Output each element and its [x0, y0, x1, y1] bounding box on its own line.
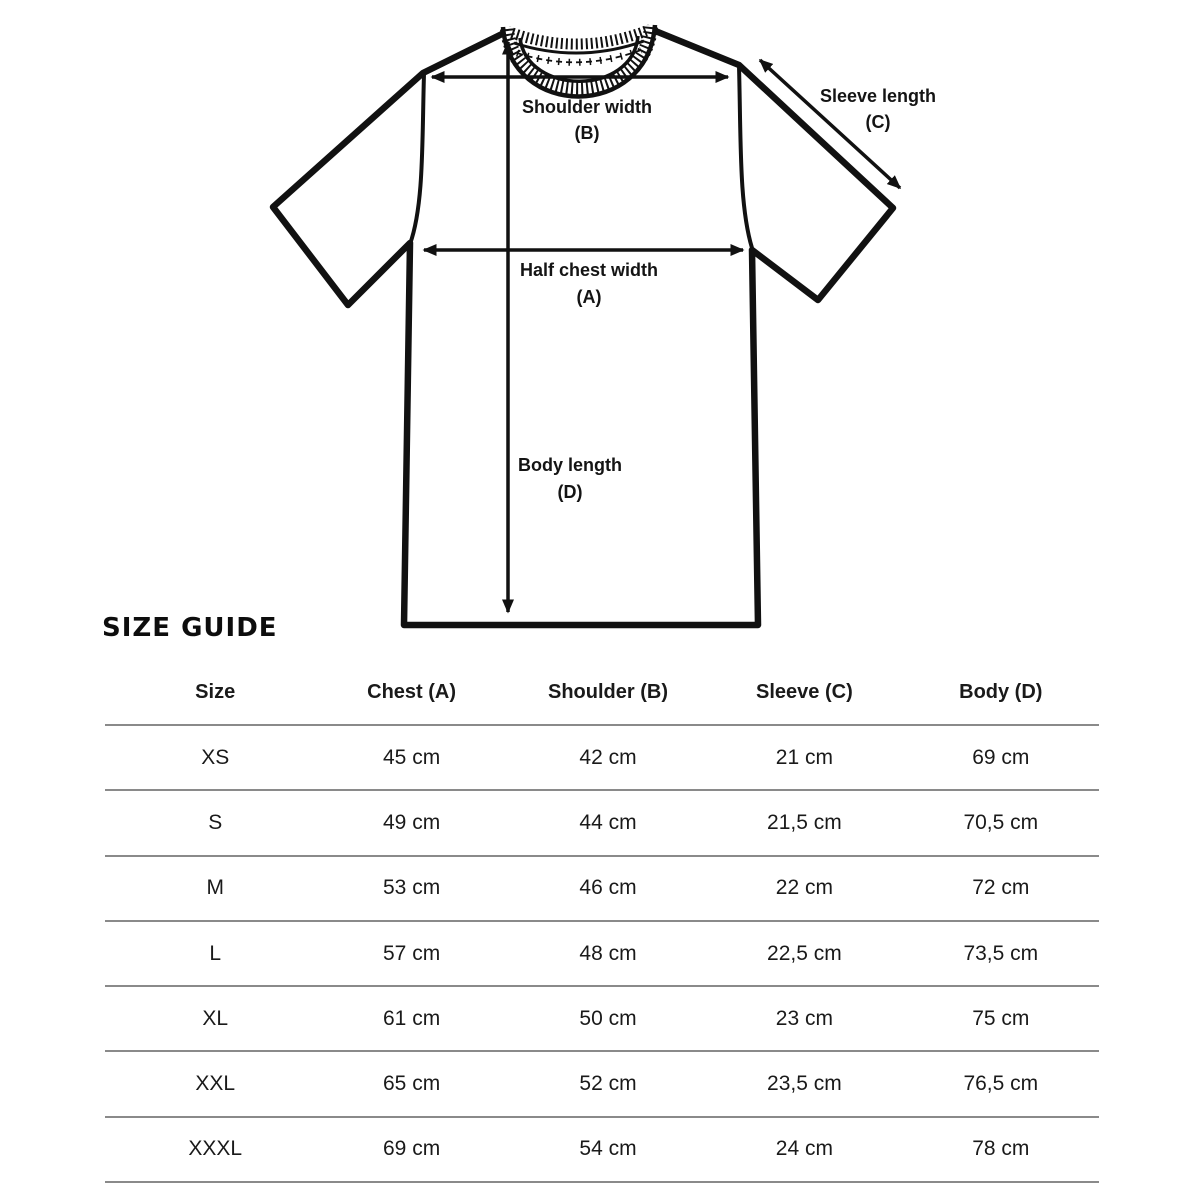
half-chest-width-code: (A): [576, 287, 602, 307]
table-row: [105, 987, 1099, 1052]
body-value: 78 cm: [972, 1137, 1030, 1161]
shoulder-width-code: (B): [574, 123, 600, 143]
chest-value: 61 cm: [383, 1006, 441, 1030]
body-value: 72 cm: [972, 876, 1030, 900]
sleeve-value: 21 cm: [775, 745, 833, 769]
tshirt-outline: [273, 28, 893, 625]
sleeve-value: 23,5 cm: [767, 1072, 842, 1096]
size-value: XL: [202, 1006, 229, 1030]
table-row: [105, 726, 1099, 791]
body-length-label: Body length: [518, 455, 622, 475]
body-value: 69 cm: [972, 745, 1030, 769]
table-row: [105, 1052, 1099, 1117]
column-header-sleeve: Sleeve (C): [756, 680, 853, 703]
shoulder-value: 50 cm: [579, 1006, 637, 1030]
shoulder-width-label: Shoulder width: [522, 97, 652, 117]
size-value: L: [209, 941, 222, 965]
sleeve-length-code: (C): [865, 112, 891, 132]
table-row: [105, 857, 1099, 922]
sleeve-value: 22,5 cm: [767, 941, 842, 965]
sleeve-value: 22 cm: [775, 876, 833, 900]
table-row: [105, 922, 1099, 987]
body-value: 75 cm: [972, 1006, 1030, 1030]
shoulder-value: 42 cm: [579, 745, 637, 769]
shoulder-value: 52 cm: [579, 1072, 637, 1096]
column-header-size: Size: [195, 680, 236, 703]
size-table: [105, 660, 1099, 1183]
size-value: XXL: [195, 1072, 236, 1096]
sleeve-value: 24 cm: [775, 1137, 833, 1161]
chest-value: 45 cm: [383, 745, 441, 769]
size-value: M: [206, 876, 224, 900]
sleeve-value: 21,5 cm: [767, 810, 842, 834]
page-title: SIZE GUIDE: [102, 613, 278, 643]
chest-value: 65 cm: [383, 1072, 441, 1096]
half-chest-width-label: Half chest width: [519, 260, 659, 280]
chest-value: 69 cm: [383, 1137, 441, 1161]
table-row: [105, 1118, 1099, 1183]
chest-value: 53 cm: [383, 876, 441, 900]
shoulder-value: 54 cm: [579, 1137, 637, 1161]
shoulder-value: 44 cm: [579, 810, 637, 834]
sleeve-length-label: Sleeve length: [819, 86, 937, 106]
body-value: 76,5 cm: [963, 1072, 1039, 1096]
size-value: S: [208, 810, 223, 834]
body-length-code: (D): [557, 482, 583, 502]
size-value: XXXL: [188, 1137, 243, 1161]
shoulder-value: 46 cm: [579, 876, 637, 900]
size-table-header: [105, 660, 1099, 726]
column-header-shoulder: Shoulder (B): [547, 680, 668, 703]
body-value: 73,5 cm: [963, 941, 1039, 965]
sleeve-value: 23 cm: [775, 1006, 833, 1030]
column-header-chest: Chest (A): [367, 680, 457, 703]
body-value: 70,5 cm: [963, 810, 1039, 834]
column-header-body: Body (D): [959, 680, 1043, 703]
chest-value: 57 cm: [383, 941, 441, 965]
size-value: XS: [201, 745, 230, 769]
table-row: [105, 791, 1099, 856]
shoulder-value: 48 cm: [579, 941, 637, 965]
chest-value: 49 cm: [383, 810, 441, 834]
